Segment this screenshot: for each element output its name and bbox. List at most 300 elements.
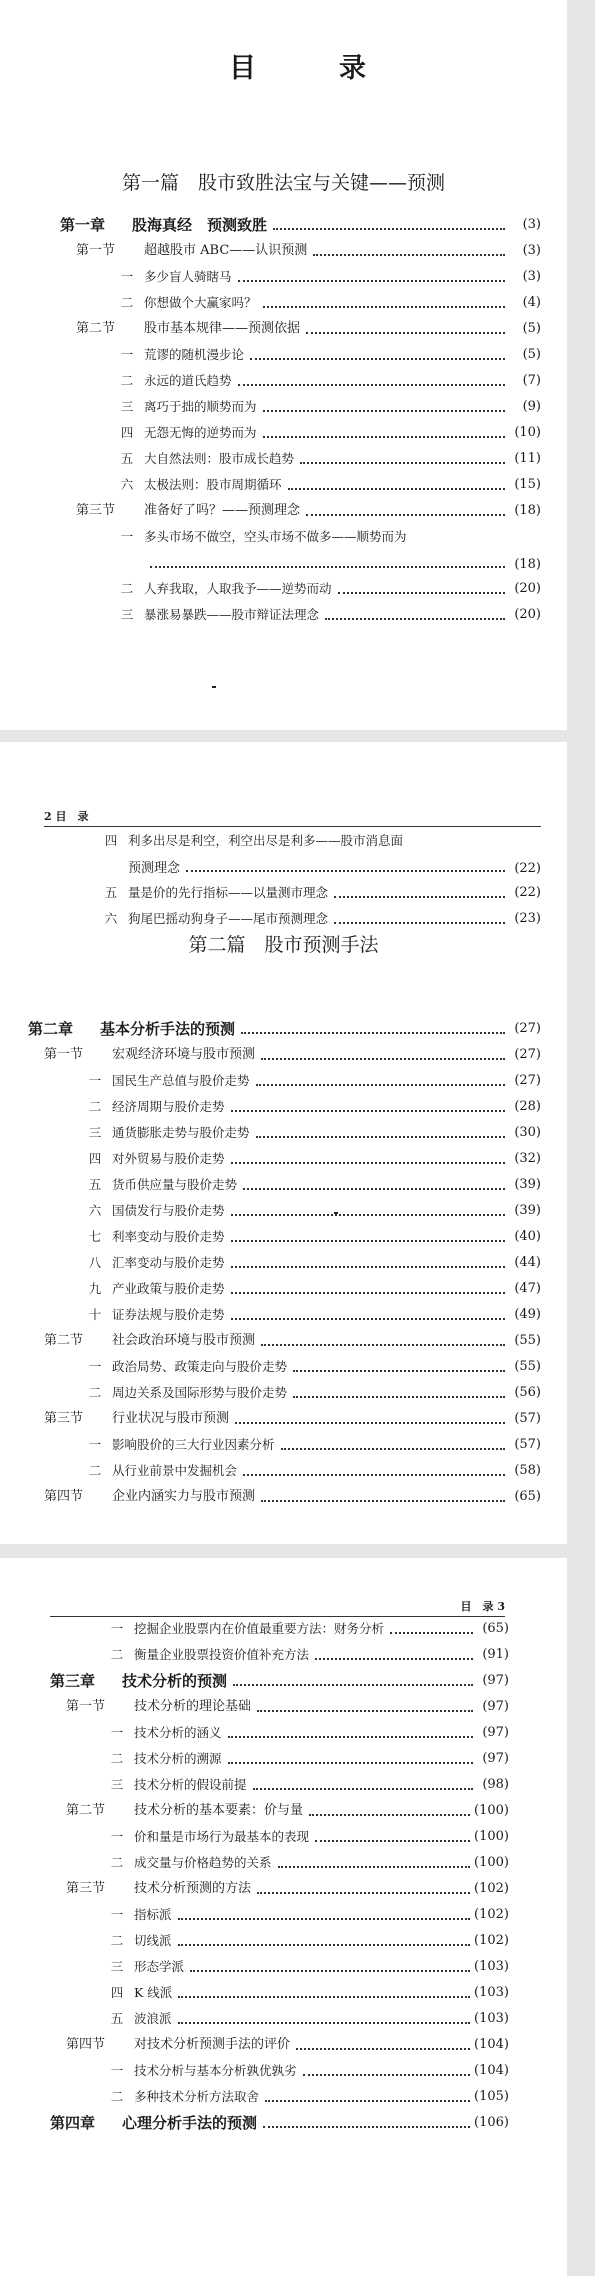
toc-page-number: (65) — [482, 1621, 509, 1636]
toc-subsection[interactable] — [50, 2054, 509, 2080]
toc-entry-title: 量是价的先行指标——以量测市理念 — [128, 885, 329, 900]
toc-entry-number: 六 — [104, 911, 118, 926]
dot-leader — [178, 1917, 471, 1920]
toc-entry-number: 三 — [120, 607, 134, 622]
toc-entry-title: 货币供应量与股价走势 — [112, 1177, 238, 1192]
toc-entry-number: 第四节 — [44, 1489, 84, 1504]
toc-subsection[interactable] — [50, 1768, 509, 1794]
toc-page-number: (97) — [482, 1751, 509, 1766]
toc-entry-number: 二 — [110, 1933, 124, 1948]
toc-page-number: (23) — [514, 911, 541, 926]
toc-page-number: (55) — [514, 1333, 541, 1348]
toc-subsection[interactable] — [28, 1272, 541, 1298]
toc-page-number: (30) — [514, 1125, 541, 1140]
toc-entry-title: 狗尾巴摇动狗身子——尾市预测理念 — [128, 911, 329, 926]
toc-entry-number: 第一节 — [66, 1699, 106, 1714]
dot-leader — [231, 1213, 505, 1216]
dot-leader — [261, 1343, 505, 1346]
toc-chapter[interactable] — [50, 1664, 509, 1690]
toc-entry-heading — [50, 1724, 222, 1742]
toc-chapter[interactable] — [50, 2106, 509, 2132]
toc-subsection[interactable] — [60, 390, 541, 416]
toc-section[interactable] — [50, 1690, 509, 1716]
dot-leader — [315, 1657, 473, 1660]
toc-page-number: (104) — [474, 2063, 509, 2078]
toc-subsection[interactable] — [50, 1924, 509, 1950]
dot-leader — [231, 1317, 505, 1320]
toc-page-number: (22) — [514, 861, 541, 876]
toc-entry-title: 心理分析手法的预测 — [122, 2114, 258, 2132]
toc-entry-title: 多头市场不做空，空头市场不做多——顺势而为 — [144, 529, 407, 544]
toc-subsection[interactable] — [50, 1742, 509, 1768]
toc-entry-heading — [50, 1698, 251, 1716]
dot-leader — [238, 279, 505, 282]
toc-entry-heading — [50, 1984, 172, 2002]
toc-entry-number: 一 — [120, 269, 134, 284]
toc-entry-title: 成交量与价格趋势的关系 — [134, 1855, 272, 1870]
toc-entry-number: 一 — [120, 347, 134, 362]
toc-page-number: (18) — [514, 557, 541, 572]
part-title-2: 第二篇 股市预测手法 — [188, 934, 379, 956]
dot-leader — [256, 1083, 505, 1086]
toc-section[interactable] — [60, 312, 541, 338]
dot-leader — [315, 1839, 470, 1842]
toc-page-number: (3) — [522, 243, 541, 258]
toc-subsection[interactable] — [50, 1976, 509, 2002]
toc-page-number: (44) — [514, 1255, 541, 1270]
dot-leader — [338, 591, 505, 594]
dot-leader — [265, 2099, 470, 2102]
toc-page-number: (3) — [522, 217, 541, 232]
toc-subsection[interactable] — [50, 1950, 509, 1976]
toc-entry-heading — [28, 1410, 229, 1428]
toc-page-number: (58) — [514, 1463, 541, 1478]
dot-leader — [186, 869, 505, 872]
toc-page-number: (28) — [514, 1099, 541, 1114]
toc-section[interactable] — [60, 234, 541, 260]
dot-leader — [334, 921, 505, 924]
toc-entry-heading — [50, 1906, 172, 1924]
page-3 — [0, 1558, 567, 2276]
dot-leader — [238, 383, 505, 386]
toc-entry-title: 经济周期与股价走势 — [112, 1099, 225, 1114]
toc-section[interactable] — [28, 1324, 541, 1350]
toc-entry-number: 四 — [104, 833, 118, 848]
toc-subsection[interactable] — [28, 1142, 541, 1168]
toc-subsection[interactable] — [28, 1298, 541, 1324]
toc-entry-continuation[interactable] — [44, 850, 541, 876]
dot-leader — [257, 1709, 473, 1712]
toc-entry-title: 超越股市 ABC——认识预测 — [144, 243, 308, 258]
dot-leader — [231, 1109, 505, 1112]
toc-entry-title: 技术分析的理论基础 — [134, 1699, 252, 1714]
toc-entry-number: 二 — [88, 1385, 102, 1400]
toc-subsection[interactable] — [60, 572, 541, 598]
toc-page-number: (7) — [522, 373, 541, 388]
toc-subsection[interactable] — [28, 1376, 541, 1402]
toc-entry-number: 一 — [110, 1907, 124, 1922]
toc-section[interactable] — [28, 1480, 541, 1506]
dot-leader — [253, 1787, 473, 1790]
toc-subsection[interactable] — [60, 468, 541, 494]
toc-entry-title: 准备好了吗？——预测理念 — [144, 503, 301, 518]
toc-entry-number: 二 — [120, 581, 134, 596]
dot-leader — [303, 2073, 471, 2076]
toc-subsection[interactable] — [60, 286, 541, 312]
toc-entry-heading — [28, 1358, 287, 1376]
toc-chapter[interactable] — [60, 208, 541, 234]
toc-section[interactable] — [28, 1402, 541, 1428]
dot-leader — [300, 461, 505, 464]
toc-entry-number: 第三节 — [66, 1881, 106, 1896]
toc-entry-heading — [28, 1124, 250, 1142]
toc-entry-heading — [60, 398, 257, 416]
toc-entry-heading — [60, 450, 294, 468]
toc-entry-title: 国债发行与股价走势 — [112, 1203, 225, 1218]
toc-entry-number: 四 — [88, 1151, 102, 1166]
toc-entry-title: K 线派 — [134, 1985, 173, 2000]
toc-entry-heading — [28, 1202, 225, 1220]
toc-entry-heading — [50, 1828, 309, 1846]
toc-page-number: (100) — [474, 1855, 509, 1870]
toc-entry-number: 五 — [104, 885, 118, 900]
dot-leader — [263, 435, 505, 438]
dot-leader — [190, 1969, 470, 1972]
toc-list-page-2-top — [4, 824, 567, 928]
dot-leader — [233, 1683, 473, 1686]
toc-entry-heading — [60, 216, 267, 234]
toc-entry-title: 荒谬的随机漫步论 — [144, 347, 245, 362]
toc-entry-number: 一 — [88, 1437, 102, 1452]
toc-page-number: (20) — [514, 607, 541, 622]
toc-entry-heading — [60, 528, 407, 546]
toc-page-number: (40) — [514, 1229, 541, 1244]
toc-entry-heading — [28, 1306, 225, 1324]
toc-entry-title: 波浪派 — [134, 2011, 172, 2026]
toc-page-number: (10) — [514, 425, 541, 440]
toc-page-number: (97) — [482, 1699, 509, 1714]
running-header-page-2: 2 目 录 — [44, 808, 541, 827]
part-title-1: 第一篇 股市致胜法宝与关键——预测 — [121, 172, 445, 194]
toc-entry-heading — [28, 1332, 255, 1350]
toc-entry-heading — [28, 1228, 225, 1246]
toc-entry-number: 二 — [110, 2089, 124, 2104]
toc-page-number: (97) — [482, 1725, 509, 1740]
dot-leader — [231, 1291, 505, 1294]
toc-page-number: (106) — [474, 2115, 509, 2130]
toc-entry-number: 一 — [110, 1621, 124, 1636]
toc-subsection[interactable] — [60, 260, 541, 286]
dot-leader — [243, 1473, 505, 1476]
toc-entry-number: 第二节 — [76, 321, 116, 336]
toc-entry-title: 离巧于拙的顺势而为 — [144, 399, 257, 414]
toc-page-number: (47) — [514, 1281, 541, 1296]
toc-entry-number: 五 — [88, 1177, 102, 1192]
toc-entry-number: 二 — [110, 1855, 124, 1870]
toc-entry-title: 预测理念 — [128, 861, 181, 876]
dot-leader — [263, 409, 505, 412]
toc-entry-title: 永远的道氏趋势 — [144, 373, 232, 388]
toc-subsection[interactable] — [28, 1116, 541, 1142]
toc-entry-heading — [44, 832, 403, 850]
toc-entry-number: 一 — [88, 1359, 102, 1374]
toc-page-number: (103) — [474, 1959, 509, 1974]
dot-leader — [178, 1995, 470, 1998]
toc-page-number: (100) — [474, 1829, 509, 1844]
dot-leader — [309, 1813, 470, 1816]
toc-subsection[interactable] — [60, 416, 541, 442]
toc-entry-heading — [28, 1462, 237, 1480]
toc-subsection[interactable] — [60, 520, 541, 546]
toc-entry-title: 基本分析手法的预测 — [100, 1020, 236, 1038]
toc-entry-heading — [28, 1436, 275, 1454]
toc-entry-title: 技术分析的涵义 — [134, 1725, 222, 1740]
dot-leader — [296, 2047, 470, 2050]
toc-entry-number: 一 — [88, 1073, 102, 1088]
toc-entry-title: 技术分析的基本要素：价与量 — [134, 1803, 304, 1818]
toc-entry-heading — [50, 2088, 259, 2106]
toc-section[interactable] — [50, 2028, 509, 2054]
toc-entry-title: 无怨无悔的逆势而为 — [144, 425, 257, 440]
toc-page-number: (57) — [514, 1411, 541, 1426]
running-header-page-3: 目 录 3 — [50, 1598, 505, 1617]
toc-entry-heading — [50, 2062, 297, 2080]
toc-entry-heading — [50, 1776, 247, 1794]
toc-entry-heading — [50, 1932, 172, 1950]
toc-entry-continuation[interactable] — [60, 546, 541, 572]
toc-page-number: (27) — [514, 1047, 541, 1062]
dot-leader — [306, 513, 505, 516]
toc-page-number: (49) — [514, 1307, 541, 1322]
toc-page-number: (98) — [482, 1777, 509, 1792]
toc-entry-number: 第二节 — [66, 1803, 106, 1818]
dot-leader — [178, 2021, 471, 2024]
toc-entry-heading — [50, 1854, 272, 1872]
toc-page-number: (27) — [514, 1021, 541, 1036]
toc-entry-heading — [60, 242, 307, 260]
toc-entry-title: 社会政治环境与股市预测 — [112, 1333, 256, 1348]
toc-entry-number: 一 — [110, 1829, 124, 1844]
toc-page-number: (91) — [482, 1647, 509, 1662]
toc-list-page-1 — [20, 208, 567, 624]
page-1 — [0, 0, 567, 730]
dot-leader — [250, 357, 505, 360]
toc-entry-heading — [60, 268, 232, 286]
toc-subsection[interactable] — [28, 1454, 541, 1480]
dot-leader — [243, 1187, 505, 1190]
toc-entry-title: 证券法规与股价走势 — [112, 1307, 225, 1322]
toc-entry-heading — [28, 1384, 287, 1402]
dot-leader — [306, 331, 505, 334]
toc-entry-title: 技术分析的预测 — [122, 1672, 228, 1690]
toc-subsection[interactable] — [44, 876, 541, 902]
toc-subsection[interactable] — [50, 2002, 509, 2028]
toc-entry-number: 二 — [88, 1099, 102, 1114]
toc-subsection[interactable] — [28, 1428, 541, 1454]
toc-entry-title: 行业状况与股市预测 — [112, 1411, 230, 1426]
toc-entry-title: 多少盲人骑瞎马 — [144, 269, 232, 284]
toc-entry-heading — [60, 580, 332, 598]
toc-entry-number: 第三节 — [76, 503, 116, 518]
toc-page-number: (18) — [514, 503, 541, 518]
dot-leader — [334, 895, 505, 898]
toc-entry-heading — [50, 1958, 184, 1976]
toc-entry-title: 股市基本规律——预测依据 — [144, 321, 301, 336]
toc-entry-number: 第二章 — [28, 1020, 74, 1038]
toc-subsection[interactable] — [50, 1612, 509, 1638]
toc-entry-number: 三 — [88, 1125, 102, 1140]
toc-entry-heading — [60, 294, 257, 312]
toc-entry-heading — [60, 424, 257, 442]
toc-page-number: (22) — [514, 885, 541, 900]
toc-entry-number: 二 — [110, 1647, 124, 1662]
toc-page-number: (65) — [514, 1489, 541, 1504]
toc-subsection[interactable] — [28, 1064, 541, 1090]
toc-subsection[interactable] — [28, 1090, 541, 1116]
dot-leader — [228, 1761, 473, 1764]
toc-subsection[interactable] — [50, 1898, 509, 1924]
toc-entry-number: 第四节 — [66, 2037, 106, 2052]
toc-page-number: (97) — [482, 1673, 509, 1688]
toc-page-number: (20) — [514, 581, 541, 596]
toc-subsection[interactable] — [50, 1820, 509, 1846]
toc-page-number: (4) — [522, 295, 541, 310]
toc-page-number: (5) — [522, 347, 541, 362]
toc-entry-title: 企业内涵实力与股市预测 — [112, 1489, 256, 1504]
toc-entry-number: 五 — [110, 2011, 124, 2026]
toc-entry-title: 通货膨胀走势与股价走势 — [112, 1125, 250, 1140]
toc-entry-title: 国民生产总值与股价走势 — [112, 1073, 250, 1088]
toc-subsection[interactable] — [50, 1846, 509, 1872]
toc-subsection[interactable] — [60, 442, 541, 468]
toc-entry-heading — [44, 910, 328, 928]
page-2-continued — [0, 1020, 567, 1544]
toc-page-number: (56) — [514, 1385, 541, 1400]
ink-speck — [212, 686, 216, 688]
toc-entry-heading — [50, 1880, 251, 1898]
toc-subsection[interactable] — [60, 364, 541, 390]
toc-entry-number: 第一节 — [76, 243, 116, 258]
toc-section[interactable] — [28, 1038, 541, 1064]
toc-entry-number: 第二节 — [44, 1333, 84, 1348]
toc-subsection[interactable] — [44, 902, 541, 928]
dot-leader — [235, 1421, 505, 1424]
toc-chapter[interactable] — [28, 1012, 541, 1038]
toc-subsection[interactable] — [28, 1246, 541, 1272]
toc-section[interactable] — [50, 1794, 509, 1820]
toc-subsection[interactable] — [60, 598, 541, 624]
toc-page-number: (55) — [514, 1359, 541, 1374]
toc-section[interactable] — [60, 494, 541, 520]
toc-entry-heading — [50, 2036, 290, 2054]
toc-page-number: (15) — [514, 477, 541, 492]
toc-subsection[interactable] — [28, 1350, 541, 1376]
toc-list-page-2-bottom — [0, 1012, 567, 1506]
toc-entry-number: 四 — [120, 425, 134, 440]
toc-subsection[interactable] — [50, 1638, 509, 1664]
toc-entry-title: 大自然法则：股市成长趋势 — [144, 451, 295, 466]
dot-leader — [263, 2125, 470, 2128]
dot-leader — [228, 1735, 473, 1738]
toc-subsection[interactable] — [50, 1716, 509, 1742]
toc-entry-number: 第一节 — [44, 1047, 84, 1062]
toc-entry-number: 第四章 — [50, 2114, 96, 2132]
toc-subsection[interactable] — [60, 338, 541, 364]
toc-entry-title: 利率变动与股价走势 — [112, 1229, 225, 1244]
toc-entry-number: 四 — [110, 1985, 124, 2000]
toc-section[interactable] — [50, 1872, 509, 1898]
toc-entry-title: 对技术分析预测手法的评价 — [134, 2037, 291, 2052]
toc-page-number: (100) — [474, 1803, 509, 1818]
dot-leader — [281, 1447, 505, 1450]
toc-subsection[interactable] — [50, 2080, 509, 2106]
toc-entry-heading — [28, 1280, 225, 1298]
toc-entry-heading — [50, 1802, 303, 1820]
toc-subsection[interactable] — [44, 824, 541, 850]
toc-entry-number: 九 — [88, 1281, 102, 1296]
dot-leader — [293, 1369, 505, 1372]
toc-subsection[interactable] — [28, 1168, 541, 1194]
toc-entry-heading — [50, 1750, 222, 1768]
toc-entry-heading — [60, 606, 319, 624]
toc-entry-number: 五 — [120, 451, 134, 466]
toc-entry-number: 三 — [110, 1959, 124, 1974]
toc-entry-number: 十 — [88, 1307, 102, 1322]
toc-page-number: (39) — [514, 1177, 541, 1192]
toc-entry-heading — [60, 320, 300, 338]
dot-leader — [256, 1135, 505, 1138]
toc-page-number: (11) — [514, 451, 541, 466]
toc-page-number: (3) — [522, 269, 541, 284]
toc-entry-number: 二 — [88, 1463, 102, 1478]
toc-list-page-3 — [10, 1612, 535, 2132]
toc-entry-number: 第三节 — [44, 1411, 84, 1426]
dot-leader — [150, 565, 505, 568]
toc-subsection[interactable] — [28, 1220, 541, 1246]
toc-subsection[interactable] — [28, 1194, 541, 1220]
toc-entry-number: 一 — [110, 2063, 124, 2078]
dot-leader — [231, 1239, 505, 1242]
toc-entry-heading — [28, 1046, 255, 1064]
toc-page-number: (57) — [514, 1437, 541, 1452]
toc-entry-heading — [28, 1098, 225, 1116]
toc-entry-title: 切线派 — [134, 1933, 172, 1948]
toc-entry-title: 周边关系及国际形势与股价走势 — [112, 1385, 288, 1400]
toc-entry-title: 股海真经 预测致胜 — [132, 216, 268, 234]
toc-entry-title: 太极法则：股市周期循环 — [144, 477, 282, 492]
toc-entry-number: 六 — [120, 477, 134, 492]
toc-entry-heading — [50, 1620, 384, 1638]
toc-entry-heading — [50, 1646, 309, 1664]
toc-entry-title: 技术分析的假设前提 — [134, 1777, 247, 1792]
ink-speck-2 — [334, 1212, 338, 1214]
dot-leader — [293, 1395, 505, 1398]
toc-entry-heading — [50, 2010, 172, 2028]
toc-entry-number: 七 — [88, 1229, 102, 1244]
toc-entry-heading — [28, 1488, 255, 1506]
toc-entry-title: 汇率变动与股价走势 — [112, 1255, 225, 1270]
toc-entry-title: 价和量是市场行为最基本的表现 — [134, 1829, 310, 1844]
toc-page-number: (5) — [522, 321, 541, 336]
toc-entry-title: 影响股价的三大行业因素分析 — [112, 1437, 275, 1452]
toc-entry-number: 第一章 — [60, 216, 106, 234]
toc-entry-title: 技术分析预测的方法 — [134, 1881, 252, 1896]
toc-page-number: (27) — [514, 1073, 541, 1088]
dot-leader — [288, 487, 505, 490]
toc-page-number: (104) — [474, 2037, 509, 2052]
toc-entry-title: 技术分析与基本分析孰优孰劣 — [134, 2063, 297, 2078]
dot-leader — [178, 1943, 471, 1946]
